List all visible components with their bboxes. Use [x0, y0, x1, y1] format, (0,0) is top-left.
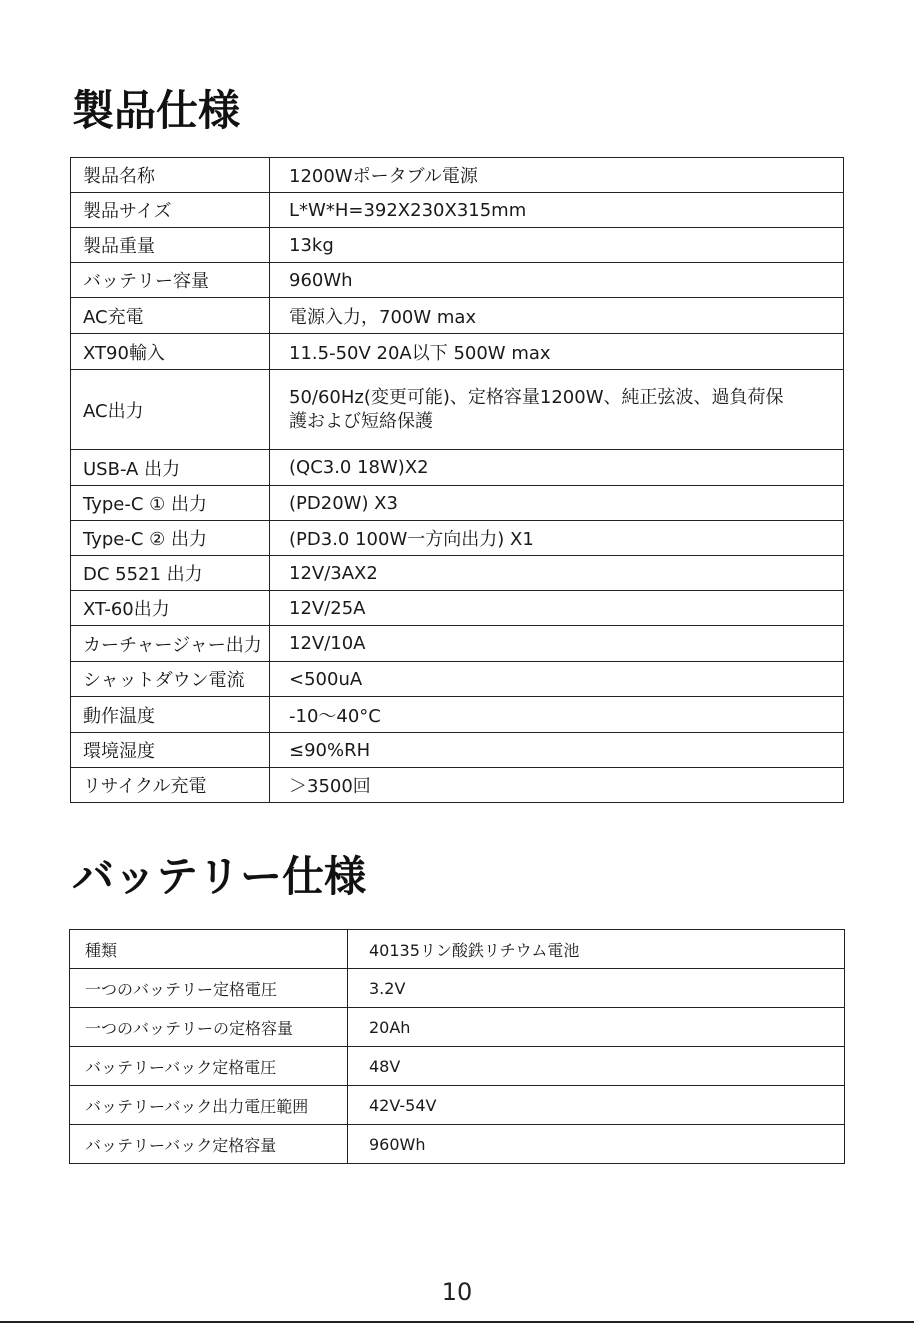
spec-label: AC充電 [71, 298, 270, 334]
table-row [71, 521, 844, 556]
spec-value: (PD20W) X3 [270, 486, 844, 521]
spec-value: 3.2V [348, 969, 845, 1008]
spec-value: ＞3500回 [270, 768, 844, 803]
section-title-product-specs: 製品仕様 [72, 86, 241, 135]
product-spec-table [70, 157, 844, 803]
table-row [71, 591, 844, 626]
spec-value: 960Wh [270, 263, 844, 298]
spec-label: DC 5521 出力 [71, 556, 270, 591]
spec-label: USB-A 出力 [71, 450, 270, 486]
table-row [71, 334, 844, 370]
section-title-battery-specs: バッテリー仕様 [72, 852, 367, 901]
spec-value: <500uA [270, 662, 844, 697]
spec-label: 製品名称 [71, 158, 270, 193]
spec-value: 40135リン酸鉄リチウム電池 [348, 930, 845, 969]
table-row [71, 626, 844, 662]
spec-value: 960Wh [348, 1125, 845, 1164]
spec-label: XT-60出力 [71, 591, 270, 626]
spec-label: シャットダウン電流 [71, 662, 270, 697]
spec-value: (PD3.0 100W一方向出力) X1 [270, 521, 844, 556]
spec-label: バッテリーバック定格電圧 [70, 1047, 348, 1086]
table-row [71, 662, 844, 697]
spec-label: 一つのバッテリーの定格容量 [70, 1008, 348, 1047]
spec-label: カーチャージャー出力 [71, 626, 270, 662]
spec-label: バッテリーバック定格容量 [70, 1125, 348, 1164]
table-row [70, 1047, 845, 1086]
spec-value: 12V/3AX2 [270, 556, 844, 591]
spec-value: 電源入力，700W max [270, 298, 844, 334]
table-row [70, 969, 845, 1008]
spec-label: 製品重量 [71, 228, 270, 263]
table-row [70, 1125, 845, 1164]
spec-label: AC出力 [71, 370, 270, 450]
table-row [71, 486, 844, 521]
table-row [71, 158, 844, 193]
battery-spec-table [69, 929, 845, 1164]
spec-value: 12V/25A [270, 591, 844, 626]
spec-label: Type-C ② 出力 [71, 521, 270, 556]
spec-value: 12V/10A [270, 626, 844, 662]
table-row [71, 298, 844, 334]
table-row [71, 556, 844, 591]
spec-label: リサイクル充電 [71, 768, 270, 803]
spec-value: 11.5-50V 20A以下 500W max [270, 334, 844, 370]
table-row [71, 193, 844, 228]
spec-value: 20Ah [348, 1008, 845, 1047]
spec-label: 種類 [70, 930, 348, 969]
spec-value: (QC3.0 18W)X2 [270, 450, 844, 486]
spec-value: ≤90%RH [270, 733, 844, 768]
spec-label: バッテリー容量 [71, 263, 270, 298]
bottom-rule [0, 1321, 914, 1323]
spec-label: 動作温度 [71, 697, 270, 733]
table-row [71, 450, 844, 486]
spec-label: 製品サイズ [71, 193, 270, 228]
spec-label: 環境湿度 [71, 733, 270, 768]
table-row [70, 1008, 845, 1047]
spec-label: Type-C ① 出力 [71, 486, 270, 521]
spec-value [270, 370, 844, 450]
spec-value: 13kg [270, 228, 844, 263]
table-row [71, 370, 844, 450]
spec-value: 48V [348, 1047, 845, 1086]
spec-value: 42V-54V [348, 1086, 845, 1125]
table-row [70, 1086, 845, 1125]
page-number: 10 [441, 1278, 473, 1306]
table-row [71, 733, 844, 768]
table-row [70, 930, 845, 969]
spec-value-text: 50/60Hz(変更可能)、定格容量1200W、純正弦波、過負荷保護および短絡保護 [289, 386, 784, 432]
table-row [71, 768, 844, 803]
spec-label: バッテリーバック出力電圧範囲 [70, 1086, 348, 1125]
table-row [71, 263, 844, 298]
spec-value: -10～40°C [270, 697, 844, 733]
table-row [71, 697, 844, 733]
spec-label: XT90輸入 [71, 334, 270, 370]
spec-label: 一つのバッテリー定格電圧 [70, 969, 348, 1008]
spec-value: 1200Wポータブル電源 [270, 158, 844, 193]
spec-value: L*W*H=392X230X315mm [270, 193, 844, 228]
table-row [71, 228, 844, 263]
